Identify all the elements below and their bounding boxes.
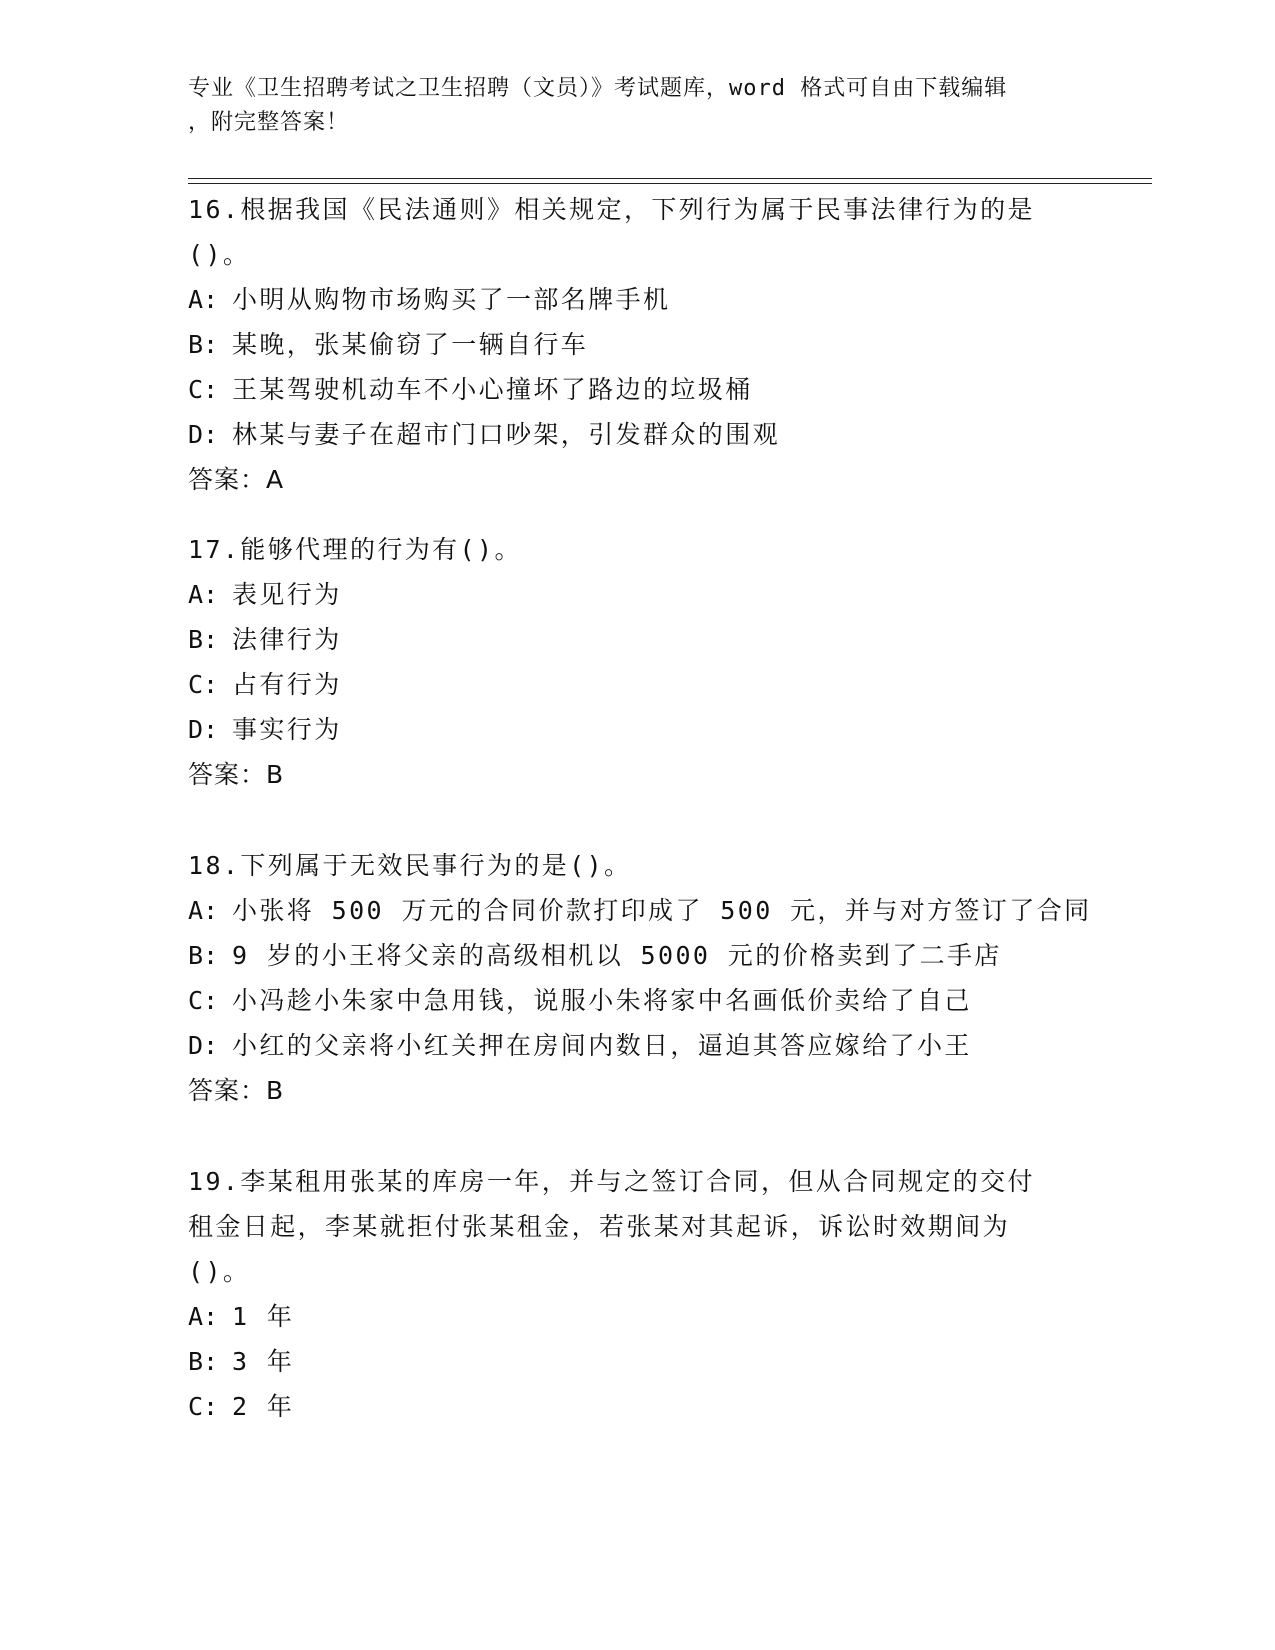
option-d — [188, 1023, 1088, 1068]
question-stem-line: 18.下列属于无效民事行为的是()。 — [188, 851, 632, 880]
option-text: 某晚，张某偷窃了一辆自行车 — [232, 330, 589, 359]
option-letter: A: — [188, 580, 219, 609]
answer-line: 答案：B — [188, 1076, 285, 1105]
document-header — [188, 72, 1088, 140]
question-stem — [188, 843, 1088, 888]
option-text: 王某驾驶机动车不小心撞坏了路边的垃圾桶 — [232, 375, 753, 404]
question-stem-line: 租金日起，李某就拒付张某租金，若张某对其起诉，诉讼时效期间为 — [188, 1212, 1011, 1241]
option-text: 小冯趁小朱家中急用钱，说服小朱将家中名画低价卖给了自己 — [232, 986, 972, 1015]
question-stem-line: 16.根据我国《民法通则》相关规定，下列行为属于民事法律行为的是 — [188, 195, 1035, 224]
option-text: 法律行为 — [232, 625, 342, 654]
option-a — [188, 1294, 1088, 1339]
option-letter: C: — [188, 670, 219, 699]
header-rule-top — [188, 178, 1152, 179]
option-b — [188, 1339, 1088, 1384]
option-c — [188, 367, 1088, 412]
option-letter: B: — [188, 1347, 219, 1376]
option-letter: C: — [188, 986, 219, 1015]
option-letter: A: — [188, 285, 219, 314]
question-stem-line: 17.能够代理的行为有()。 — [188, 535, 522, 564]
option-c — [188, 1384, 1088, 1429]
option-text: 9 岁的小王将父亲的高级相机以 5000 元的价格卖到了二手店 — [232, 941, 1002, 970]
header-line-1: 专业《卫生招聘考试之卫生招聘（文员）》考试题库，word 格式可自由下载编辑 — [188, 76, 1008, 101]
option-text: 2 年 — [232, 1392, 295, 1421]
option-text: 3 年 — [232, 1347, 295, 1376]
option-text: 表见行为 — [232, 580, 342, 609]
option-text: 1 年 — [232, 1302, 295, 1331]
option-letter: C: — [188, 375, 219, 404]
option-text: 林某与妻子在超市门口吵架，引发群众的围观 — [232, 420, 781, 449]
option-letter: B: — [188, 941, 219, 970]
option-b — [188, 322, 1088, 367]
option-text: 占有行为 — [232, 670, 342, 699]
question-16 — [188, 187, 1088, 502]
option-letter: B: — [188, 330, 219, 359]
option-c — [188, 978, 1088, 1023]
question-stem-line: 19.李某租用张某的库房一年，并与之签订合同，但从合同规定的交付 — [188, 1167, 1035, 1196]
question-stem — [188, 1159, 1088, 1294]
answer-line: 答案：B — [188, 760, 285, 789]
option-text: 小红的父亲将小红关押在房间内数日，逼迫其答应嫁给了小王 — [232, 1031, 972, 1060]
option-b — [188, 933, 1088, 978]
option-a — [188, 888, 1092, 933]
option-d — [188, 707, 1088, 752]
option-letter: A: — [188, 1302, 219, 1331]
option-letter: A: — [188, 896, 219, 925]
question-18 — [188, 843, 1092, 1113]
option-a — [188, 277, 1088, 322]
answer-line: 答案：A — [188, 465, 285, 494]
option-letter: B: — [188, 625, 219, 654]
question-stem-line: ()。 — [188, 1257, 251, 1286]
option-letter: D: — [188, 715, 219, 744]
option-a — [188, 572, 1088, 617]
header-line-2: ，附完整答案！ — [188, 110, 350, 135]
option-d — [188, 412, 1088, 457]
question-17 — [188, 527, 1088, 797]
option-text: 事实行为 — [232, 715, 342, 744]
option-b — [188, 617, 1088, 662]
option-c — [188, 662, 1088, 707]
question-stem — [188, 527, 1088, 572]
question-stem — [188, 187, 1088, 277]
question-stem-line: ()。 — [188, 240, 251, 269]
option-letter: D: — [188, 420, 219, 449]
question-19 — [188, 1159, 1088, 1429]
option-text: 小明从购物市场购买了一部名牌手机 — [232, 285, 671, 314]
option-letter: D: — [188, 1031, 219, 1060]
option-text: 小张将 500 万元的合同价款打印成了 500 元，并与对方签订了合同 — [232, 896, 1092, 925]
header-rule-bottom — [188, 183, 1152, 184]
option-letter: C: — [188, 1392, 219, 1421]
